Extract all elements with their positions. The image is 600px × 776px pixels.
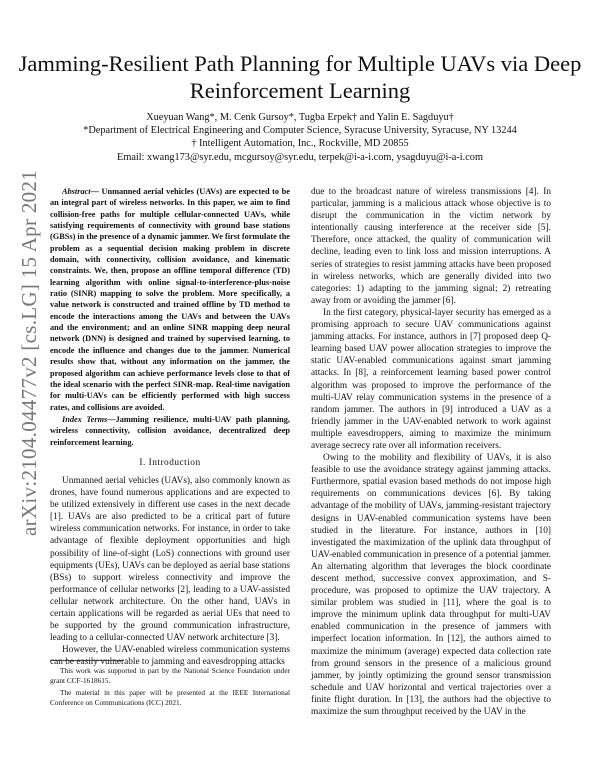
abstract-lead: Abstract— xyxy=(62,187,99,196)
author-list: Xueyuan Wang*, M. Cenk Gursoy*, Tugba Erpek† and Yalin E. Sagduyu† xyxy=(146,112,454,123)
footnote-conference: The material in this paper will be presented at the IEEE International Conference on Communications (ICC) 2021. xyxy=(50,688,290,707)
footnote-rule xyxy=(50,660,124,661)
intro-paragraph-1: Unmanned aerial vehicles (UAVs), also commonly known as drones, have found numerous applications and are expected to be utilized extensively in different use cases in the next decade [1]. UAVs are also predicted to be a critical part of future wireless communication networks. For instance, in order to take advantage of flexible deployment opportunities and high possibility of line-of-sight (LoS) connections with ground user equipments (UEs), UAVs can be deployed as aerial base stations (BSs) to support wireless connectivity and improve the performance of cellular networks [2], leading to a UAV-assisted cellular network architecture. On the other hand, UAVs in certain applications will be regarded as aerial UEs that need to be supported by the ground communication infrastructure, leading to a cellular-connected UAV network architecture [3]. xyxy=(50,476,290,644)
arxiv-stamp: arXiv:2104.04477v2 [cs.LG] 15 Apr 2021 xyxy=(17,169,41,536)
index-terms-text: —Jamming resilience, multi-UAV path planning, wireless connectivity, collision avoidance, decentralized deep reinforcement learning. xyxy=(50,414,291,447)
footnote-funding: This work was supported in part by the National Science Foundation under grant CCF-1618615. xyxy=(50,666,290,685)
intro-paragraph-4: In the first category, physical-layer security has emerged as a promising approach to secure UAV communications against jamming attacks. For instance, authors in [7] proposed deep Q-learning based UAV power allocation strategies to improve the static UAV-enabled communications against smart jamming attacks. In [8], a reinforcement learning based power control algorithm was proposed to improve the performance of the multi-UAV relay communication systems in the presence of a random jammer. The authors in [9] introduced a UAV as a friendly jammer in the UAV-enabled network to work against multiple eavesdroppers, aiming to maximize the minimum average secrecy rate over all information receivers. xyxy=(311,307,551,451)
intro-paragraph-2: However, the UAV-enabled wireless communication systems can be easily vulnerable to jamming and eavesdropping attacks xyxy=(50,645,290,668)
index-terms-lead: Index Terms xyxy=(62,414,108,424)
index-terms xyxy=(50,414,290,448)
author-emails: Email: xwang173@syr.edu, mcgursoy@syr.edu, terpek@i-a-i.com, ysagduyu@i-a-i.com xyxy=(117,152,483,163)
right-column xyxy=(311,186,551,718)
intro-paragraph-5: Owing to the mobility and flexibility of UAVs, it is also feasible to use the avoidance strategy against jamming attacks. Furthermore, spatial evasion based methods do not impose high requirements on communications devices [6]. By taking advantage of the mobility of UAVs, jamming-resistant trajectory designs in UAV-enabled communication systems have been studied in the literature. For instance, authors in [10] investigated the maximization of the uplink data throughput of UAV-enabled communication in presence of a potential jammer. An alternating algorithm that leverages the block coordinate descent method, successive convex approximation, and S-procedure, was proposed to optimize the UAV trajectory. A similar problem was studied in [11], where the goal is to improve the minimum uplink data throughput for multi-UAV enabled communication in the presence of jammers with imperfect location information. In [12], the authors aimed to maximize the minimum (average) expected data collection rate from ground sensors in the presence of a malicious ground jammer, by jointly optimizing the ground sensor transmission schedule and UAV horizontal and vertical trajectories over a finite flight duration. In [13], the authors had the objective to maximize the sum throughput received by the UAV in the xyxy=(311,453,551,718)
affiliation-syracuse: *Department of Electrical Engineering and Computer Science, Syracuse University, Syracuse, NY 13244 xyxy=(83,125,517,136)
intro-paragraph-3: due to the broadcast nature of wireless transmissions [4]. In particular, jamming is a malicious attack whose objective is to disrupt the communication in the victim network by intentionally causing interference at the receiver side [5]. Therefore, once attacked, the quality of communication will decline, leading even to link loss and mission interruptions. A series of strategies to resist jamming attacks have been proposed in wireless networks, which are generally divided into two categories: 1) adapting to the jamming signal; 2) retreating away from or avoiding the jammer [6]. xyxy=(311,187,551,306)
abstract-text: Unmanned aerial vehicles (UAVs) are expected to be an integral part of wireless networks. In this paper, we aim to find collision-free paths for multiple cellular-connected UAVs, while satisfying requirements of connectivity with ground base stations (GBSs) in the presence of a dynamic jammer. We first formulate the problem as a sequential decision making problem in discrete domain, with connectivity, collision avoidance, and kinematic constraints. We, then, propose an offline temporal difference (TD) learning algorithm with online signal-to-interference-plus-noise ratio (SINR) mapping to solve the problem. More specifically, a value network is constructed and trained offline by TD method to encode the interactions among the UAVs and between the UAVs and the environment; and an online SINR mapping deep neural network (DNN) is designed and trained by supervised learning, to encode the influence and changes due to the jammer. Numerical results show that, without any information on the jammer, the proposed algorithm can achieve performance levels close to that of the ideal scenario with the perfect SINR-map. Real-time navigation for multi-UAVs can be efficiently performed with high success rates, and collisions are avoided. xyxy=(50,187,290,412)
abstract xyxy=(50,186,290,413)
section-heading-introduction: I. Introduction xyxy=(139,457,201,468)
paper-title: Jamming-Resilient Path Planning for Multiple UAVs via Deep Reinforcement Learning xyxy=(18,51,582,103)
affiliation-iai: † Intelligent Automation, Inc., Rockville, MD 20855 xyxy=(191,138,409,149)
left-column xyxy=(50,186,290,669)
